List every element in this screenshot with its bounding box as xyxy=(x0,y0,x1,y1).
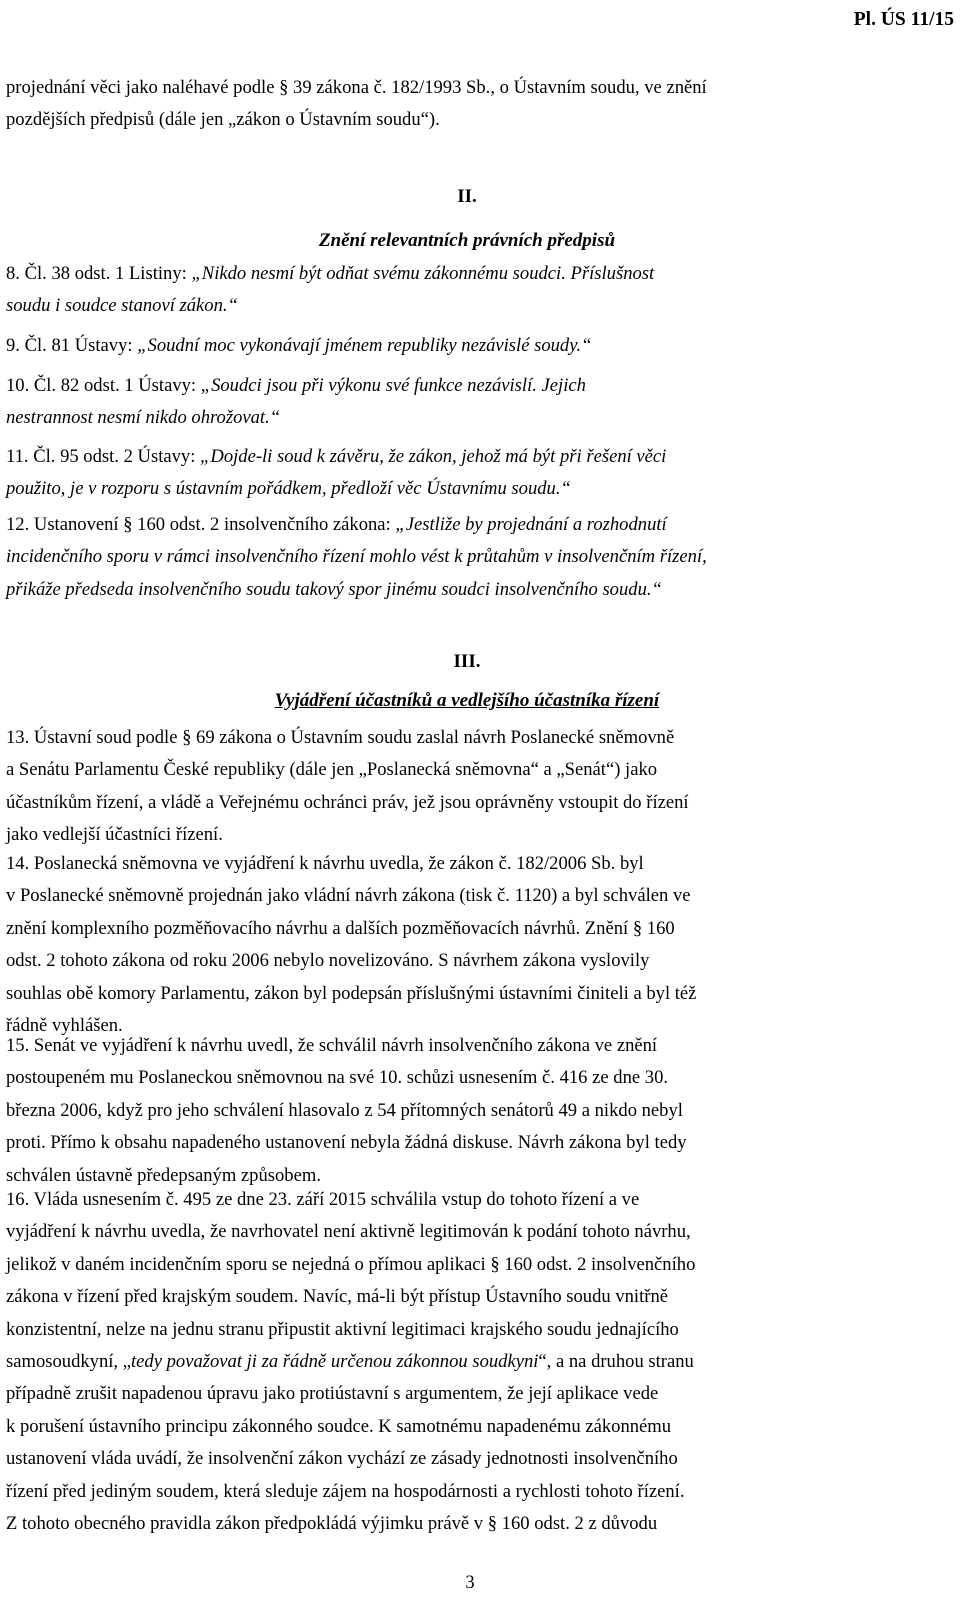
text-line: proti. Přímo k obsahu napadeného ustanovení nebyla žádná diskuse. Návrh zákona byl tedy xyxy=(6,1132,687,1154)
quote: tedy považovat ji za řádně určenou zákonnou soudkyni xyxy=(130,1351,539,1373)
text-line: 16. Vláda usnesením č. 495 ze dne 23. září 2015 schválila vstup do tohoto řízení a ve xyxy=(6,1189,640,1210)
paragraph-16 xyxy=(6,1184,928,1540)
paragraph-14 xyxy=(6,848,928,1042)
text-line: jako vedlejší účastníci řízení. xyxy=(6,824,223,846)
text-line: řízení před jediným soudem, která sleduje zájem na hospodárnosti a rychlosti tohoto řízení. xyxy=(6,1480,685,1502)
quote: „Nikdo nesmí být odňat svému zákonnému soudci. Příslušnost xyxy=(191,263,655,284)
intro-paragraph xyxy=(6,72,928,137)
citation: 8. Čl. 38 odst. 1 Listiny: xyxy=(6,263,192,284)
paragraph-8 xyxy=(6,258,928,323)
text-line: samosoudkyní, „tedy považovat ji za řádně určenou zákonnou soudkyni“, a na druhou stranu xyxy=(6,1351,694,1373)
quote: incidenčního sporu v rámci insolvenčního řízení mohlo vést k průtahům v insolvenčním řízení, xyxy=(6,546,707,568)
section-number: II. xyxy=(457,186,477,207)
text-line: odst. 2 tohoto zákona od roku 2006 nebylo novelizováno. S návrhem zákona vyslovily xyxy=(6,950,650,972)
quote: přikáže předseda insolvenčního soudu takový spor jinému soudci insolvenčního soudu.“ xyxy=(6,578,662,600)
text-line: 13. Ústavní soud podle § 69 zákona o Ústavním soudu zaslal návrh Poslanecké sněmovně xyxy=(6,727,675,748)
page-number: 3 xyxy=(465,1572,475,1593)
quote: nestrannost nesmí nikdo ohrožovat.“ xyxy=(6,407,281,429)
text-line: jelikož v daném incidenčním sporu se nejedná o přímou aplikaci § 160 odst. 2 insolvenčního xyxy=(6,1253,696,1275)
quote: „Soudci jsou při výkonu své funkce nezávislí. Jejich xyxy=(200,375,586,396)
text-line: souhlas obě komory Parlamentu, zákon byl podepsán příslušnými ústavními činiteli a byl též xyxy=(6,982,697,1004)
paragraph-11 xyxy=(6,441,928,506)
paragraph-13 xyxy=(6,722,928,852)
paragraph-9 xyxy=(6,330,928,362)
paragraph-12 xyxy=(6,509,928,606)
quote: použito, je v rozporu s ústavním pořádkem, předloží věc Ústavnímu soudu.“ xyxy=(6,478,571,500)
intro-line: pozdějších předpisů (dále jen „zákon o Ústavním soudu“). xyxy=(6,109,440,131)
text-line: 14. Poslanecká sněmovna ve vyjádření k návrhu uvedla, že zákon č. 182/2006 Sb. byl xyxy=(6,853,644,874)
section-number: III. xyxy=(453,651,481,672)
case-reference: Pl. ÚS 11/15 xyxy=(853,9,954,30)
text-line: v Poslanecké sněmovně projednán jako vládní návrh zákona (tisk č. 1120) a byl schválen ve xyxy=(6,885,691,907)
citation: 9. Čl. 81 Ústavy: xyxy=(6,335,138,356)
citation: 12. Ustanovení § 160 odst. 2 insolvenčního zákona: xyxy=(6,514,396,535)
text-line: konzistentní, nelze na jednu stranu připustit aktivní legitimaci krajského soudu jednajícího xyxy=(6,1318,679,1340)
text-line: Z tohoto obecného pravidla zákon předpokládá výjimku právě v § 160 odst. 2 z důvodu xyxy=(6,1513,658,1535)
intro-line: projednání věci jako naléhavé podle § 39 zákona č. 182/1993 Sb., o Ústavním soudu, ve znění xyxy=(6,77,707,98)
text-line: znění komplexního pozměňovacího návrhu a dalších pozměňovacích návrhů. Znění § 160 xyxy=(6,917,675,939)
text-line: případně zrušit napadenou úpravu jako protiústavní s argumentem, že její aplikace vede xyxy=(6,1383,659,1405)
text-line: schválen ústavně předepsaným způsobem. xyxy=(6,1164,321,1186)
quote: „Jestliže by projednání a rozhodnutí xyxy=(395,514,667,535)
citation: 11. Čl. 95 odst. 2 Ústavy: xyxy=(6,446,201,467)
section-title: Znění relevantních právních předpisů xyxy=(318,230,616,251)
text-line: účastníkům řízení, a vládě a Veřejnému ochránci práv, jež jsou oprávněny vstoupit do řízení xyxy=(6,791,689,813)
citation: 10. Čl. 82 odst. 1 Ústavy: xyxy=(6,375,201,396)
paragraph-15 xyxy=(6,1030,928,1192)
text-line: března 2006, když pro jeho schválení hlasovalo z 54 přítomných senátorů 49 a nikdo nebyl xyxy=(6,1099,683,1121)
quote: „Soudní moc vykonávají jménem republiky nezávislé soudy.“ xyxy=(137,335,592,356)
text-line: postoupeném mu Poslaneckou sněmovnou na své 10. schůzi usnesením č. 416 ze dne 30. xyxy=(6,1067,669,1089)
text-line: ustanovení vláda uvádí, že insolvenční zákon vychází ze zásady jednotnosti insolvenčního xyxy=(6,1448,678,1470)
section-title: Vyjádření účastníků a vedlejšího účastníka řízení xyxy=(274,690,660,711)
text-line: zákona v řízení před krajským soudem. Navíc, má-li být přístup Ústavního soudu vnitřně xyxy=(6,1286,669,1308)
text-line: a Senátu Parlamentu České republiky (dále jen „Poslanecká sněmovna“ a „Senát“) jako xyxy=(6,759,658,781)
quote: soudu i soudce stanoví zákon.“ xyxy=(6,295,238,317)
text-line: 15. Senát ve vyjádření k návrhu uvedl, že schválil návrh insolvenčního zákona ve znění xyxy=(6,1035,658,1056)
quote: „Dojde-li soud k závěru, že zákon, jehož má být při řešení věci xyxy=(200,446,667,467)
text-line: vyjádření k návrhu uvedla, že navrhovatel není aktivně legitimován k podání tohoto návrhu, xyxy=(6,1221,691,1243)
text-line: k porušení ústavního principu zákonného soudce. K samotnému napadenému zákonnému xyxy=(6,1415,672,1437)
paragraph-10 xyxy=(6,370,928,435)
text-line: řádně vyhlášen. xyxy=(6,1015,123,1037)
